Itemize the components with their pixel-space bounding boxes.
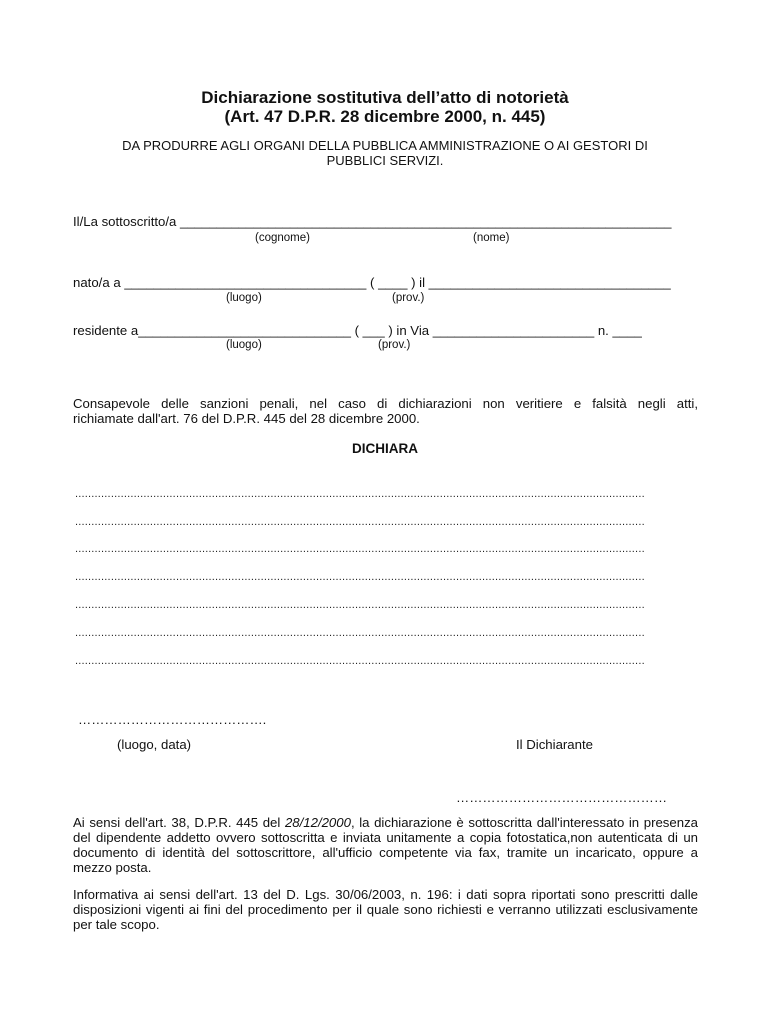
declarant-label: Il Dichiarante [516, 737, 593, 752]
note-art-38-pre: Ai sensi dell'art. 38, D.P.R. 445 del [73, 815, 285, 830]
signature-field[interactable]: ………………………………………… [456, 790, 667, 805]
declaration-line-5[interactable]: ............................................................................................................................................................................... [75, 599, 645, 611]
note-art-38-post: , la dichiarazione è sottoscritta dall'interessato in presenza del dipendente addetto ovvero sottoscritta e inviata unitamente a copia fotostatica,non autenticata di un documento di identità del sottoscrittore, all'ufficio competente via fax, tramite un incaricato, oppure a mezzo posta. [73, 815, 699, 875]
place-date-field[interactable]: ……………………………………. [78, 712, 267, 727]
note-art-38-date: 28/12/2000 [284, 815, 351, 830]
consapevole-line-1: Consapevole delle sanzioni penali, nel caso di dichiarazioni non veritiere e falsità negli atti, [73, 396, 698, 411]
note-art-38 [73, 815, 698, 875]
sottoscritto-field[interactable]: Il/La sottoscritto/a ___________________________________________________________________ [73, 214, 672, 229]
subtitle-line-1: DA PRODURRE AGLI ORGANI DELLA PUBBLICA AMMINISTRAZIONE O AI GESTORI DI [122, 138, 648, 153]
cognome-hint: (cognome) [255, 232, 310, 244]
declaration-line-2[interactable]: ............................................................................................................................................................................... [75, 516, 645, 528]
res-luogo-hint: (luogo) [226, 339, 262, 351]
consapevole-line-2: richiamate dall'art. 76 del D.P.R. 445 del 28 dicembre 2000. [73, 411, 420, 426]
declaration-line-6[interactable]: ............................................................................................................................................................................... [75, 627, 645, 639]
privacy-notice: Informativa ai sensi dell'art. 13 del D. Lgs. 30/06/2003, n. 196: i dati sopra riportati sono prescritti dalle disposizioni vigenti ai fini del procedimento per il quale sono richiesti e verranno utilizzati esclusivamente per tale scopo. [73, 887, 698, 932]
nato-field[interactable]: nato/a a _________________________________ ( ____ ) il _________________________________ [73, 275, 671, 290]
res-prov-hint: (prov.) [378, 339, 411, 351]
declaration-line-1[interactable]: ............................................................................................................................................................................... [75, 488, 645, 500]
declaration-line-3[interactable]: ............................................................................................................................................................................... [75, 543, 645, 555]
document-title: Dichiarazione sostitutiva dell’atto di notorietà [201, 88, 569, 107]
nome-hint: (nome) [473, 232, 510, 244]
subtitle-line-2: PUBBLICI SERVIZI. [326, 153, 444, 168]
nato-luogo-hint: (luogo) [226, 292, 262, 304]
nato-prov-hint: (prov.) [392, 292, 425, 304]
declaration-line-4[interactable]: ............................................................................................................................................................................... [75, 571, 645, 583]
declaration-line-7[interactable]: ............................................................................................................................................................................... [75, 655, 645, 667]
dichiara-heading: DICHIARA [352, 441, 418, 456]
place-date-label: (luogo, data) [117, 737, 192, 752]
residente-field[interactable]: residente a_____________________________ ( ___ ) in Via ______________________ n. ____ [73, 323, 642, 338]
document-title-law-reference: (Art. 47 D.P.R. 28 dicembre 2000, n. 445) [224, 107, 546, 126]
